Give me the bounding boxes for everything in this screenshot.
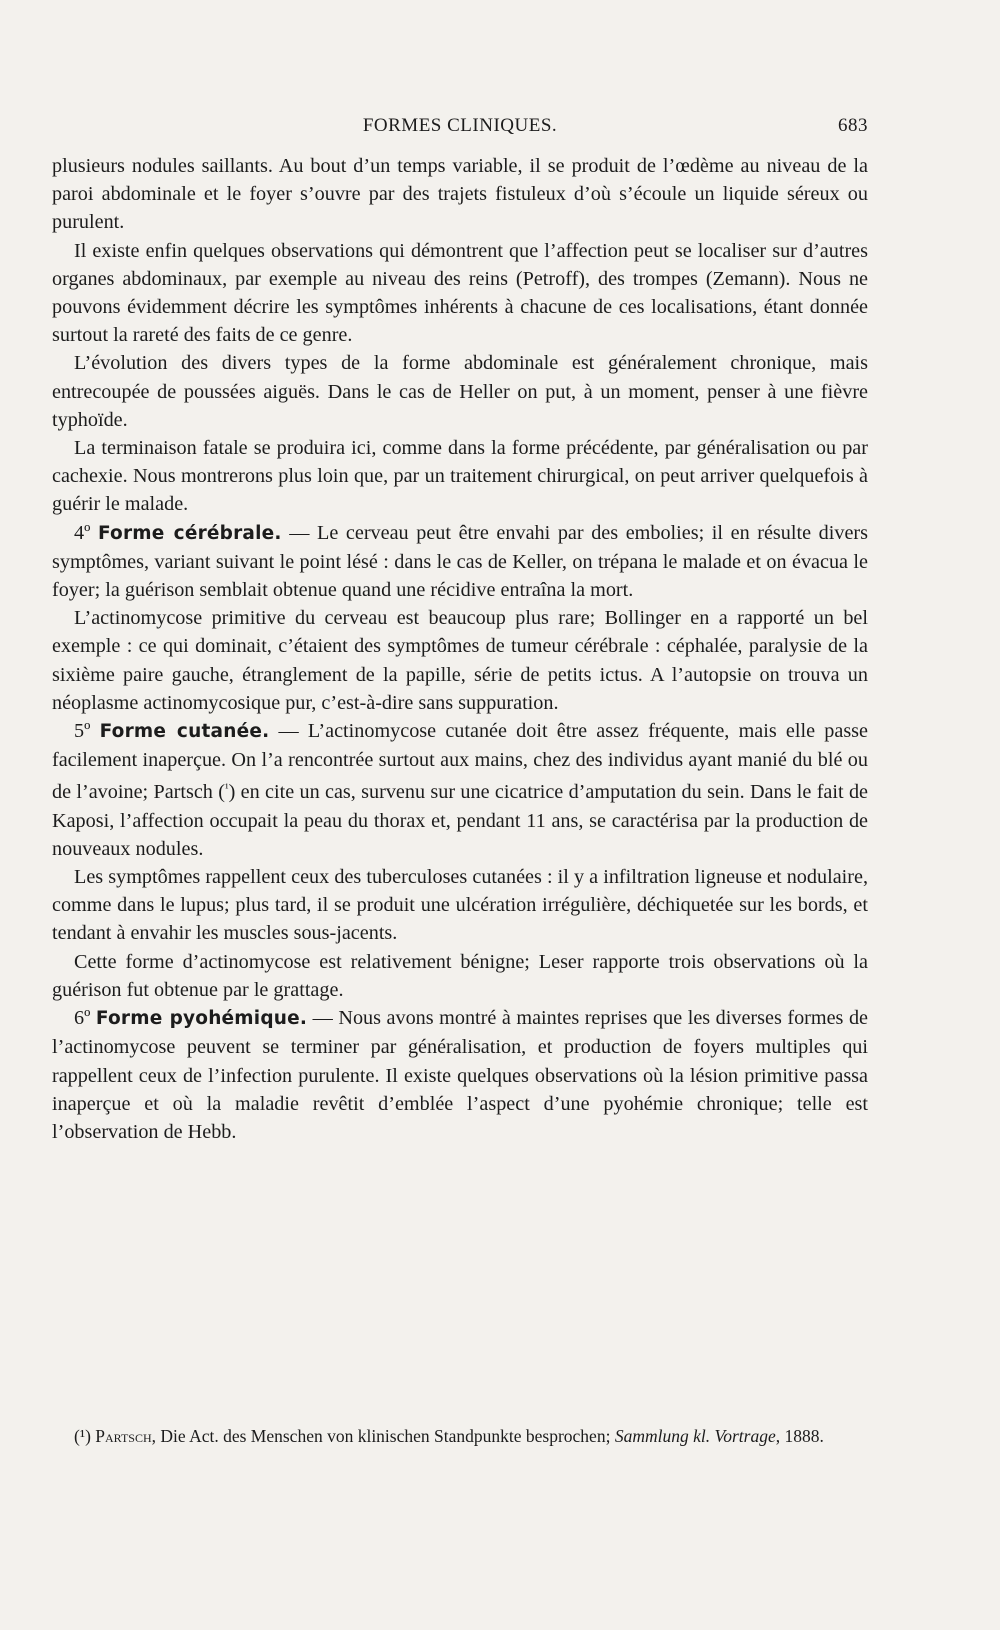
section-number: 6º xyxy=(74,1007,91,1030)
section-title: Forme pyohémique. xyxy=(95,1008,308,1030)
footnote-journal: Sammlung kl. Vortrage xyxy=(614,1426,776,1446)
section-title: Forme cérébrale. xyxy=(97,522,282,544)
page-body xyxy=(52,152,868,1146)
footnote xyxy=(52,1424,868,1448)
paragraph: La terminaison fatale se produira ici, comme dans la forme précédente, par généralisation ou par cachexie. Nous montrerons plus loin que, par un traitement chirurgical, on peut arriver quelquefois à guérir le malade. xyxy=(52,437,868,516)
section-number: 4º xyxy=(74,521,91,544)
paragraph: Il existe enfin quelques observations qui démontrent que l’affection peut se localiser sur d’autres organes abdominaux, par exemple au niveau des reins (Petroff), des trompes (Zemann). Nous ne pouvons évidemment décrire les symptômes inhérents à chacune de ces localisations, étant donnée surtout la rareté des faits de ce genre. xyxy=(52,239,868,347)
footnote-year: , 1888. xyxy=(775,1426,824,1446)
section-text: — Le cerveau peut être envahi par des embolies; il en résulte divers symptômes, variant suivant le point lésé : dans le cas de Keller, on trépana le malade et on évacua le foyer; la guérison semblait obtenue quand une récidive entraîna la mort. xyxy=(52,521,868,602)
page-header xyxy=(52,115,868,145)
footnote-mark: (¹) xyxy=(74,1426,91,1446)
paragraph: Les symptômes rappellent ceux des tuberculoses cutanées : il y a infiltration ligneuse et nodulaire, comme dans le lupus; plus tard, il se produit une ulcération irrégulière, déchiquetée sur les bords, et tendant à envahir les muscles sous-jacents. xyxy=(52,866,868,945)
section-forme-pyohemique xyxy=(52,1004,868,1146)
paragraph: plusieurs nodules saillants. Au bout d’un temps variable, il se produit de l’œdème au niveau de la paroi abdominale et le foyer s’ouvre par des trajets fistuleux d’où s’écoule un liquide séreux ou purulent. xyxy=(52,155,868,234)
running-title: FORMES CLINIQUES. xyxy=(362,115,558,136)
section-forme-cerebrale xyxy=(52,519,868,605)
section-forme-cutanee xyxy=(52,717,868,863)
footnote-reference: ¹ xyxy=(224,781,229,796)
footnote-author: Partsch xyxy=(95,1426,152,1446)
section-text: — L’actinomycose cutanée doit être assez fréquente, mais elle passe facilement inaperçue. On l’a rencontrée surtout aux mains, chez des individus ayant manié du blé ou de l’avoine; Partsch ( xyxy=(52,720,868,804)
section-title: Forme cutanée. xyxy=(99,721,270,743)
section-text: — Nous avons montré à maintes reprises que les diverses formes de l’actinomycose peuvent se terminer par généralisation, et production de foyers multiples qui rappellent ceux de l’infection purulente. Il existe quelques observations où la lésion primitive passa inaperçue et où la maladie revêtit d’emblée l’aspect d’une pyohémie chronique; telle est l’observation de Hebb. xyxy=(52,1007,868,1143)
paragraph: L’actinomycose primitive du cerveau est beaucoup plus rare; Bollinger en a rapporté un bel exemple : ce qui dominait, c’étaient des symptômes de tumeur cérébrale : céphalée, paralysie de la sixième paire gauche, étranglement de la papille, série de petits ictus. A l’autopsie on trouva un néoplasme actinomycosique pur, c’est-à-dire sans suppuration. xyxy=(52,607,868,714)
paragraph: L’évolution des divers types de la forme abdominale est généralement chronique, mais entrecoupée de poussées aiguës. Dans le cas de Heller on put, à un moment, penser à une fièvre typhoïde. xyxy=(52,352,868,431)
section-number: 5º xyxy=(74,720,91,743)
page-number: 683 xyxy=(838,115,868,136)
paragraph: Cette forme d’actinomycose est relativement bénigne; Leser rapporte trois observations où la guérison fut obtenue par le grattage. xyxy=(52,950,868,1001)
footnote-text: , Die Act. des Menschen von klinischen Standpunkte besprochen; xyxy=(151,1426,615,1446)
section-text: ) en cite un cas, survenu sur une cicatrice d’amputation du sein. Dans le fait de Kaposi, l’affection occupait la peau du thorax et, pendant 11 ans, se caractérisa par la production de nouveaux nodules. xyxy=(52,781,868,860)
